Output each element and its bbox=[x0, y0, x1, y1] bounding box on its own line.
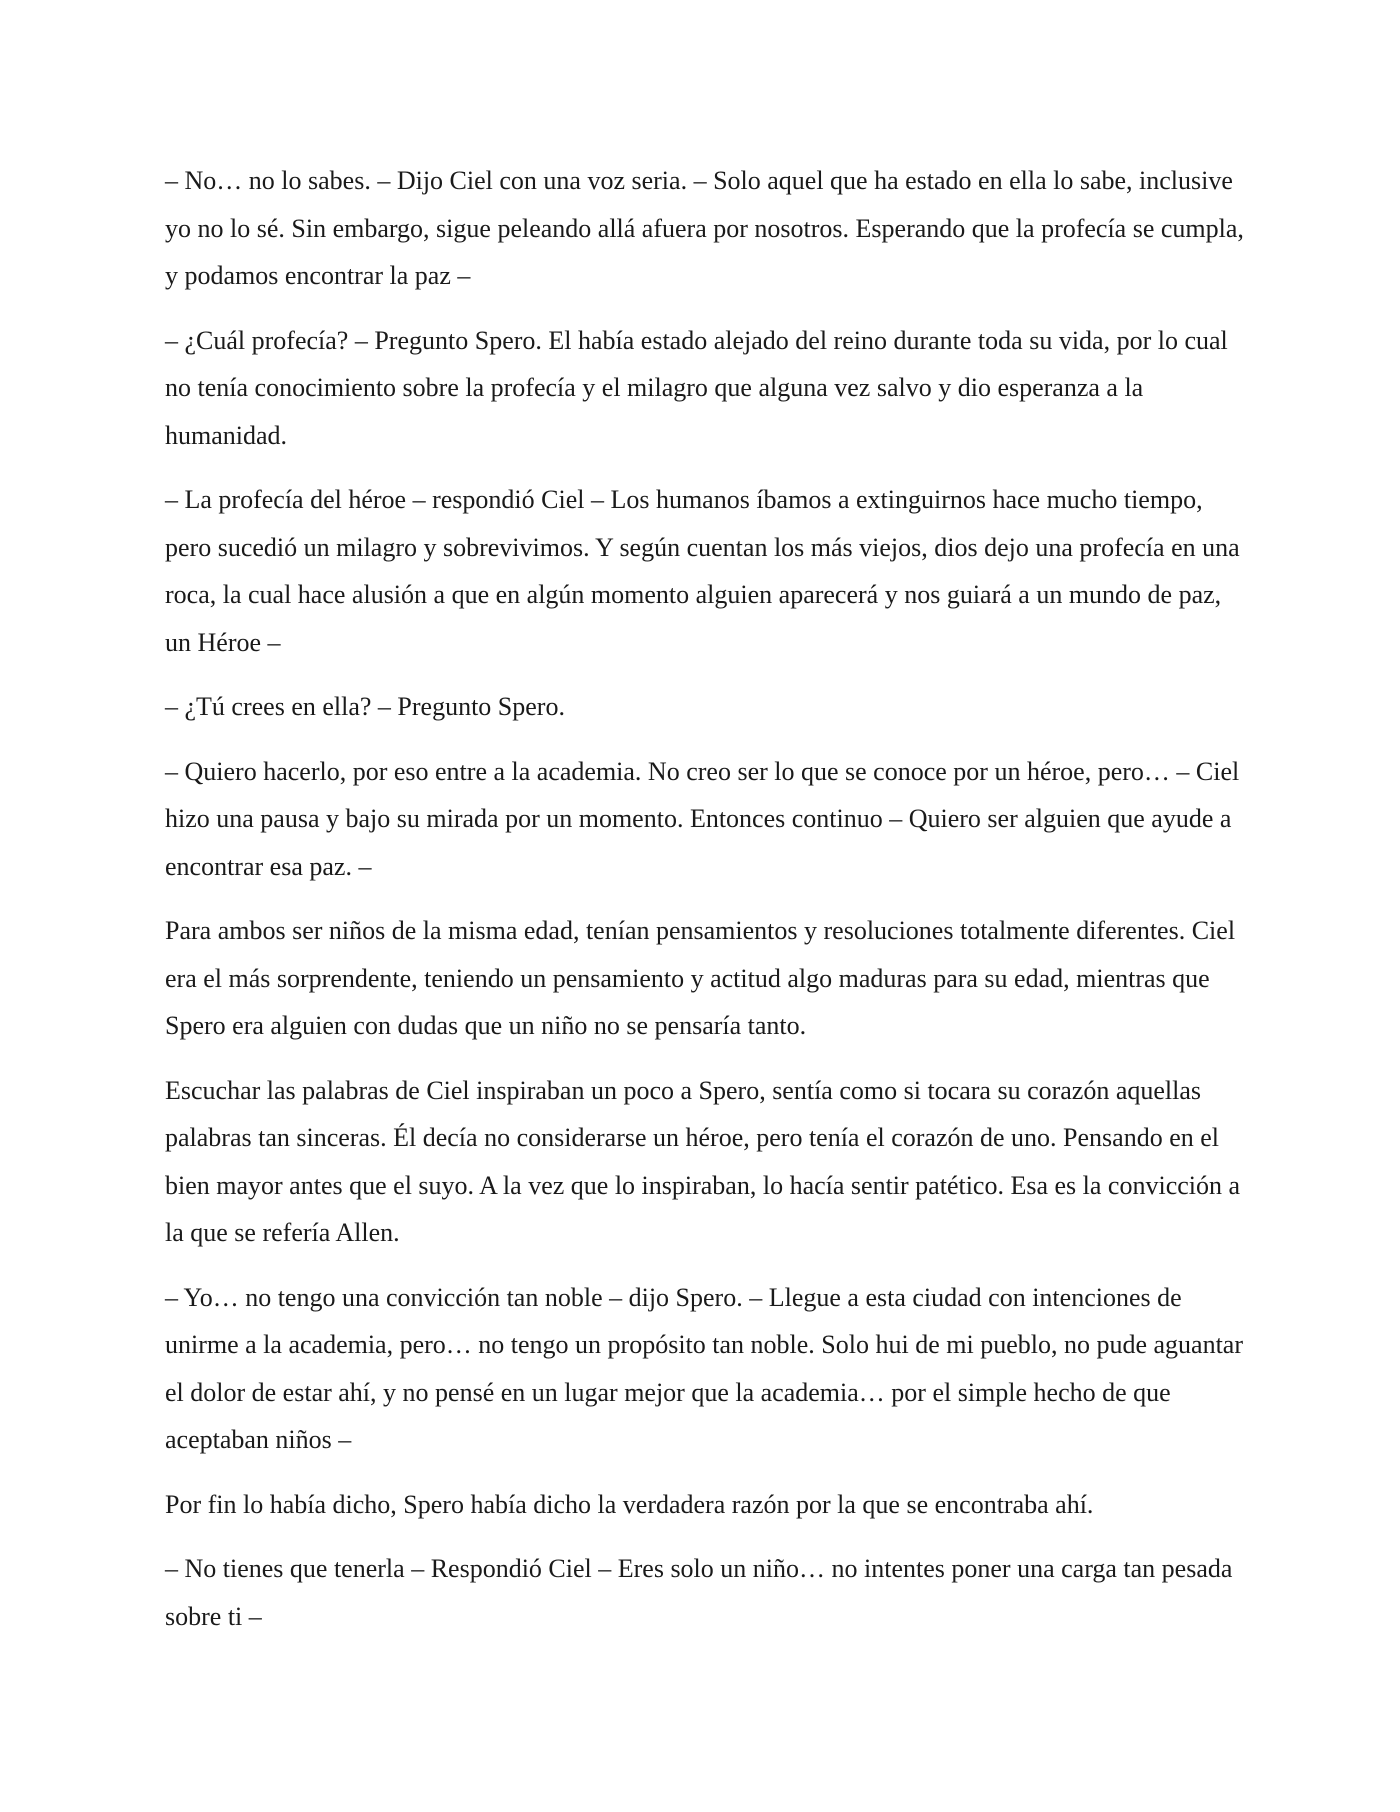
paragraph: Por fin lo había dicho, Spero había dicho la verdadera razón por la que se encontraba ahí. bbox=[165, 1489, 1094, 1519]
paragraph: – No tienes que tenerla – Respondió Ciel – Eres solo un niño… no intentes poner una carga tan pesada sobre ti – bbox=[165, 1554, 1233, 1631]
paragraph: Escuchar las palabras de Ciel inspiraban un poco a Spero, sentía como si tocara su corazón aquellas palabras tan sinceras. Él decía no considerarse un héroe, pero tenía el corazón de uno. Pensando en el bien mayor antes que el suyo. A la vez que lo inspiraban, lo hacía sentir patético. Esa es la convicción a la que se refería Allen. bbox=[165, 1075, 1241, 1247]
paragraph: – ¿Cuál profecía? – Pregunto Spero. El había estado alejado del reino durante toda su vida, por lo cual no tenía conocimiento sobre la profecía y el milagro que alguna vez salvo y dio esperanza a la humanidad. bbox=[165, 325, 1228, 450]
paragraph: – Yo… no tengo una convicción tan noble – dijo Spero. – Llegue a esta ciudad con intenciones de unirme a la academia, pero… no tengo un propósito tan noble. Solo hui de mi pueblo, no pude aguantar el dolor de estar ahí, y no pensé en un lugar mejor que la academia… por el simple hecho de que aceptaban niños – bbox=[165, 1282, 1244, 1454]
paragraph: – No… no lo sabes. – Dijo Ciel con una voz seria. – Solo aquel que ha estado en ella lo sabe, inclusive yo no lo sé. Sin embargo, sigue peleando allá afuera por nosotros. Esperando que la profecía se cumpla, y podamos encontrar la paz – bbox=[165, 166, 1244, 290]
paragraph: – Quiero hacerlo, por eso entre a la academia. No creo ser lo que se conoce por un héroe, pero… – Ciel hizo una pausa y bajo su mirada por un momento. Entonces continuo – Quiero ser alguien que ayude a encontrar esa paz. – bbox=[165, 756, 1240, 881]
paragraph: – La profecía del héroe – respondió Ciel – Los humanos íbamos a extinguirnos hace mucho tiempo, pero sucedió un milagro y sobrevivimos. Y según cuentan los más viejos, dios dejo una profecía en una roca, la cual hace alusión a que en algún momento alguien aparecerá y nos guiará a un mundo de paz, un Héroe – bbox=[165, 485, 1240, 657]
paragraph: Para ambos ser niños de la misma edad, tenían pensamientos y resoluciones totalmente diferentes. Ciel era el más sorprendente, teniendo un pensamiento y actitud algo maduras para su edad, mientras que Spero era alguien con dudas que un niño no se pensaría tanto. bbox=[165, 916, 1236, 1040]
paragraph: – ¿Tú crees en ella? – Pregunto Spero. bbox=[165, 692, 565, 721]
body-text bbox=[165, 157, 1245, 1657]
